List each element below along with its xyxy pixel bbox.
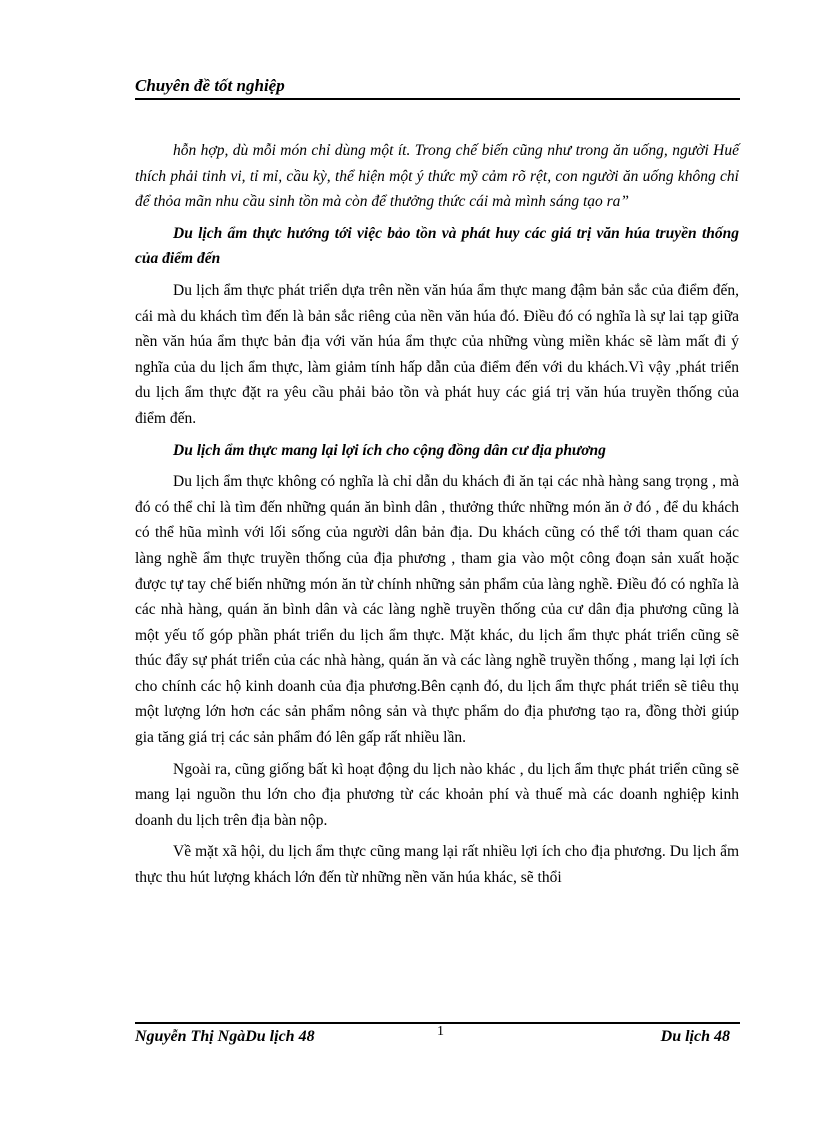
paragraph: Ngoài ra, cũng giống bất kì hoạt động du lịch nào khác , du lịch ẩm thực phát triển cũng sẽ mang lại nguồn thu lớn cho địa phương từ các khoản phí và thuế mà các doanh nghiệp kinh doanh du lịch trên địa bàn nộp. [135,760,739,829]
footer-author: Nguyễn Thị NgàDu lịch 48 [135,1028,315,1045]
paragraph: Về mặt xã hội, du lịch ẩm thực cũng mang lại rất nhiều lợi ích cho địa phương. Du lịch ẩm thực thu hút lượng khách lớn đến từ những nền văn húa khác, sẽ thổi [135,843,739,887]
section-subheading: Du lịch ẩm thực mang lại lợi ích cho cộng đồng dân cư địa phương [173,441,606,459]
paragraph: Du lịch ẩm thực không có nghĩa là chỉ dẫn du khách đi ăn tại các nhà hàng sang trọng , mà đó có thể chỉ là tìm đến những quán ăn bình dân , thưởng thức những món ăn ở đó , để du khách có thể hũa mình với lối sống của người dân bản địa. Du khách cũng có thể tới tham quan các làng nghề ẩm thực truyền thống của địa phương , tham gia vào một công đoạn sản xuất hoặc được tự tay chế biến những món ăn từ chính những sản phẩm của làng nghề. Điều đó có nghĩa là các nhà hàng, quán ăn bình dân và các làng nghề truyền thống của cư dân địa phương cũng là một yếu tố góp phần phát triển du lịch ẩm thực. Mặt khác, du lịch ẩm thực phát triển cũng sẽ thúc đẩy sự phát triển của các nhà hàng, quán ăn và các làng nghề truyền thống , mang lại lợi ích cho chính các hộ kinh doanh của địa phương.Bên cạnh đó, du lịch ẩm thực phát triển sẽ tiêu thụ một lượng lớn hơn các sản phẩm nông sản và thực phẩm do địa phương tạo ra, đồng thời giúp gia tăng giá trị các sản phẩm đó lên gấp rất nhiều lần. [135,473,739,747]
section-subheading: Du lịch ẩm thực hướng tới việc bảo tồn và phát huy các giá trị văn húa truyền thống của điểm đến [135,224,739,268]
header-title: Chuyên đề tốt nghiệp [135,76,285,95]
footer-course: Du lịch 48 [660,1028,730,1045]
page-number: 1 [437,1024,444,1039]
header-divider [135,98,740,100]
paragraph: Du lịch ẩm thực phát triển dựa trên nền văn húa ẩm thực mang đậm bản sắc của điểm đến, cái mà du khách tìm đến là bản sắc riêng của nền văn húa đó. Điều đó có nghĩa là sự lai tạp giữa nền văn húa ẩm thực bản địa với văn húa ẩm thực của những vùng miền khác sẽ làm mất đi ý nghĩa của du lịch ẩm thực, làm giảm tính hấp dẫn của điểm đến với du khách.Vì vậy ,phát triển du lịch ẩm thực đặt ra yêu cầu phải bảo tồn và phát huy các giá trị văn húa truyền thống của điểm đến. [135,281,739,427]
paragraph-quote: hỗn hợp, dù mỗi món chỉ dùng một ít. Trong chế biến cũng như trong ăn uống, người Huế thích phải tinh vi, tỉ mỉ, cầu kỳ, thể hiện một ý thức mỹ cảm rõ rệt, con người ăn uống không chỉ để thỏa mãn nhu cầu sinh tồn mà còn để thưởng thức cái mà mình sáng tạo ra” [135,142,739,211]
document-body [135,138,739,897]
